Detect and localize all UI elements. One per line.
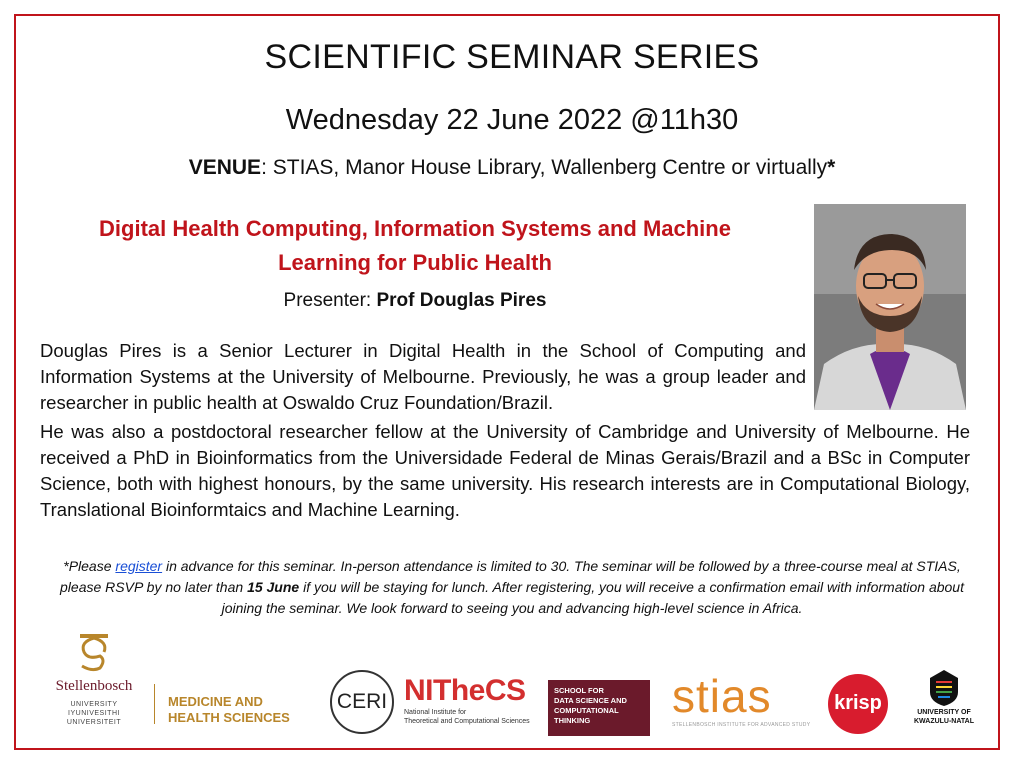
venue-label: VENUE bbox=[188, 156, 262, 179]
sdsct-line-3: COMPUTATIONAL bbox=[554, 706, 619, 715]
presenter-label: Presenter bbox=[283, 290, 366, 311]
ukzn-crest-icon bbox=[924, 668, 964, 708]
sdsct-line-2: DATA SCIENCE AND bbox=[554, 696, 627, 705]
registration-note bbox=[44, 556, 980, 619]
talk-title-line2: Learning for Public Health bbox=[278, 250, 552, 275]
stellenbosch-sub-3: UNIVERSITEIT bbox=[66, 719, 122, 726]
register-link[interactable]: register bbox=[115, 558, 163, 574]
stias-subtitle: STELLENBOSCH INSTITUTE FOR ADVANCED STUDY bbox=[672, 722, 811, 728]
venue-asterisk: * bbox=[827, 156, 836, 179]
presenter-portrait-illustration bbox=[814, 204, 966, 410]
ukzn-line-2: KWAZULU-NATAL bbox=[913, 718, 974, 725]
stellenbosch-logo bbox=[44, 630, 144, 740]
ukzn-name bbox=[908, 708, 980, 726]
presenter-photo bbox=[814, 204, 966, 410]
sdsct-line-4: THINKING bbox=[554, 716, 591, 725]
stias-wordmark: stias bbox=[672, 670, 772, 722]
sdsct-line-1: SCHOOL FOR bbox=[554, 686, 604, 695]
presenter-name: Prof Douglas Pires bbox=[376, 290, 547, 311]
rsvp-deadline: 15 June bbox=[247, 579, 300, 595]
medicine-line-1: MEDICINE AND bbox=[168, 694, 263, 709]
stellenbosch-subtitle bbox=[44, 700, 144, 727]
stellenbosch-sub-1: UNIVERSITY bbox=[70, 701, 118, 708]
talk-title bbox=[40, 212, 790, 280]
nithecs-sub-1: National Institute for bbox=[404, 709, 467, 716]
ukzn-logo bbox=[908, 668, 980, 726]
stellenbosch-sub-2: IYUNIVESITHI bbox=[68, 710, 120, 717]
nithecs-wordmark: NITheCS bbox=[404, 674, 526, 707]
bio-paragraph-2: He was also a postdoctoral researcher fellow at the University of Cambridge and University of Melbourne. He received a PhD in Bioinformatics from the Universidade Federal de Minas Gerais/Brazil and a BSc in Computer Science, both with highest honours, by the same university. His research interests are in Computational Biology, Translational Bioinformtaics and Machine Learning. bbox=[40, 421, 970, 520]
stias-logo bbox=[672, 670, 812, 728]
ceri-logo: CERI bbox=[330, 670, 394, 734]
medicine-line-2: HEALTH SCIENCES bbox=[168, 710, 290, 725]
logo-divider bbox=[154, 684, 155, 724]
talk-title-line1: Digital Health Computing, Information Systems and Machine bbox=[99, 216, 731, 241]
venue-line bbox=[0, 156, 1024, 180]
presenter-line bbox=[40, 290, 790, 312]
note-suffix: if you will be staying for lunch. After registering, you will receive a confirmation email with information about joining the seminar. We look forward to seeing you and advancing high-level science in Africa. bbox=[221, 579, 964, 616]
venue-text: : STIAS, Manor House Library, Wallenberg Centre or virtually bbox=[261, 156, 828, 179]
krisp-logo: krisp bbox=[828, 674, 888, 734]
nithecs-subtitle bbox=[404, 708, 530, 726]
ukzn-line-1: UNIVERSITY OF bbox=[917, 709, 971, 716]
school-data-science-logo bbox=[548, 680, 650, 736]
medicine-health-sciences-logo bbox=[168, 694, 290, 726]
page-title: SCIENTIFIC SEMINAR SERIES bbox=[264, 38, 760, 76]
nithecs-sub-2: Theoretical and Computational Sciences bbox=[404, 718, 530, 725]
presenter-separator: : bbox=[365, 290, 377, 311]
nithecs-logo bbox=[404, 674, 530, 726]
seminar-date: Wednesday 22 June 2022 @11h30 bbox=[285, 104, 739, 136]
bio-paragraph-1: Douglas Pires is a Senior Lecturer in Digital Health in the School of Computing and Information Systems at the University of Melbourne. Previously, he was a group leader and researcher in public health at Oswaldo Cruz Foundation/Brazil. bbox=[40, 340, 806, 413]
note-prefix: *Please bbox=[63, 558, 116, 574]
stellenbosch-crest-icon bbox=[74, 630, 114, 674]
note-middle: in advance for this seminar. In-person attendance is limited to 30. The seminar will be followed by a three-course meal at STIAS, please RSVP by no later than bbox=[60, 558, 961, 595]
stellenbosch-name: Stellenbosch bbox=[55, 678, 133, 694]
